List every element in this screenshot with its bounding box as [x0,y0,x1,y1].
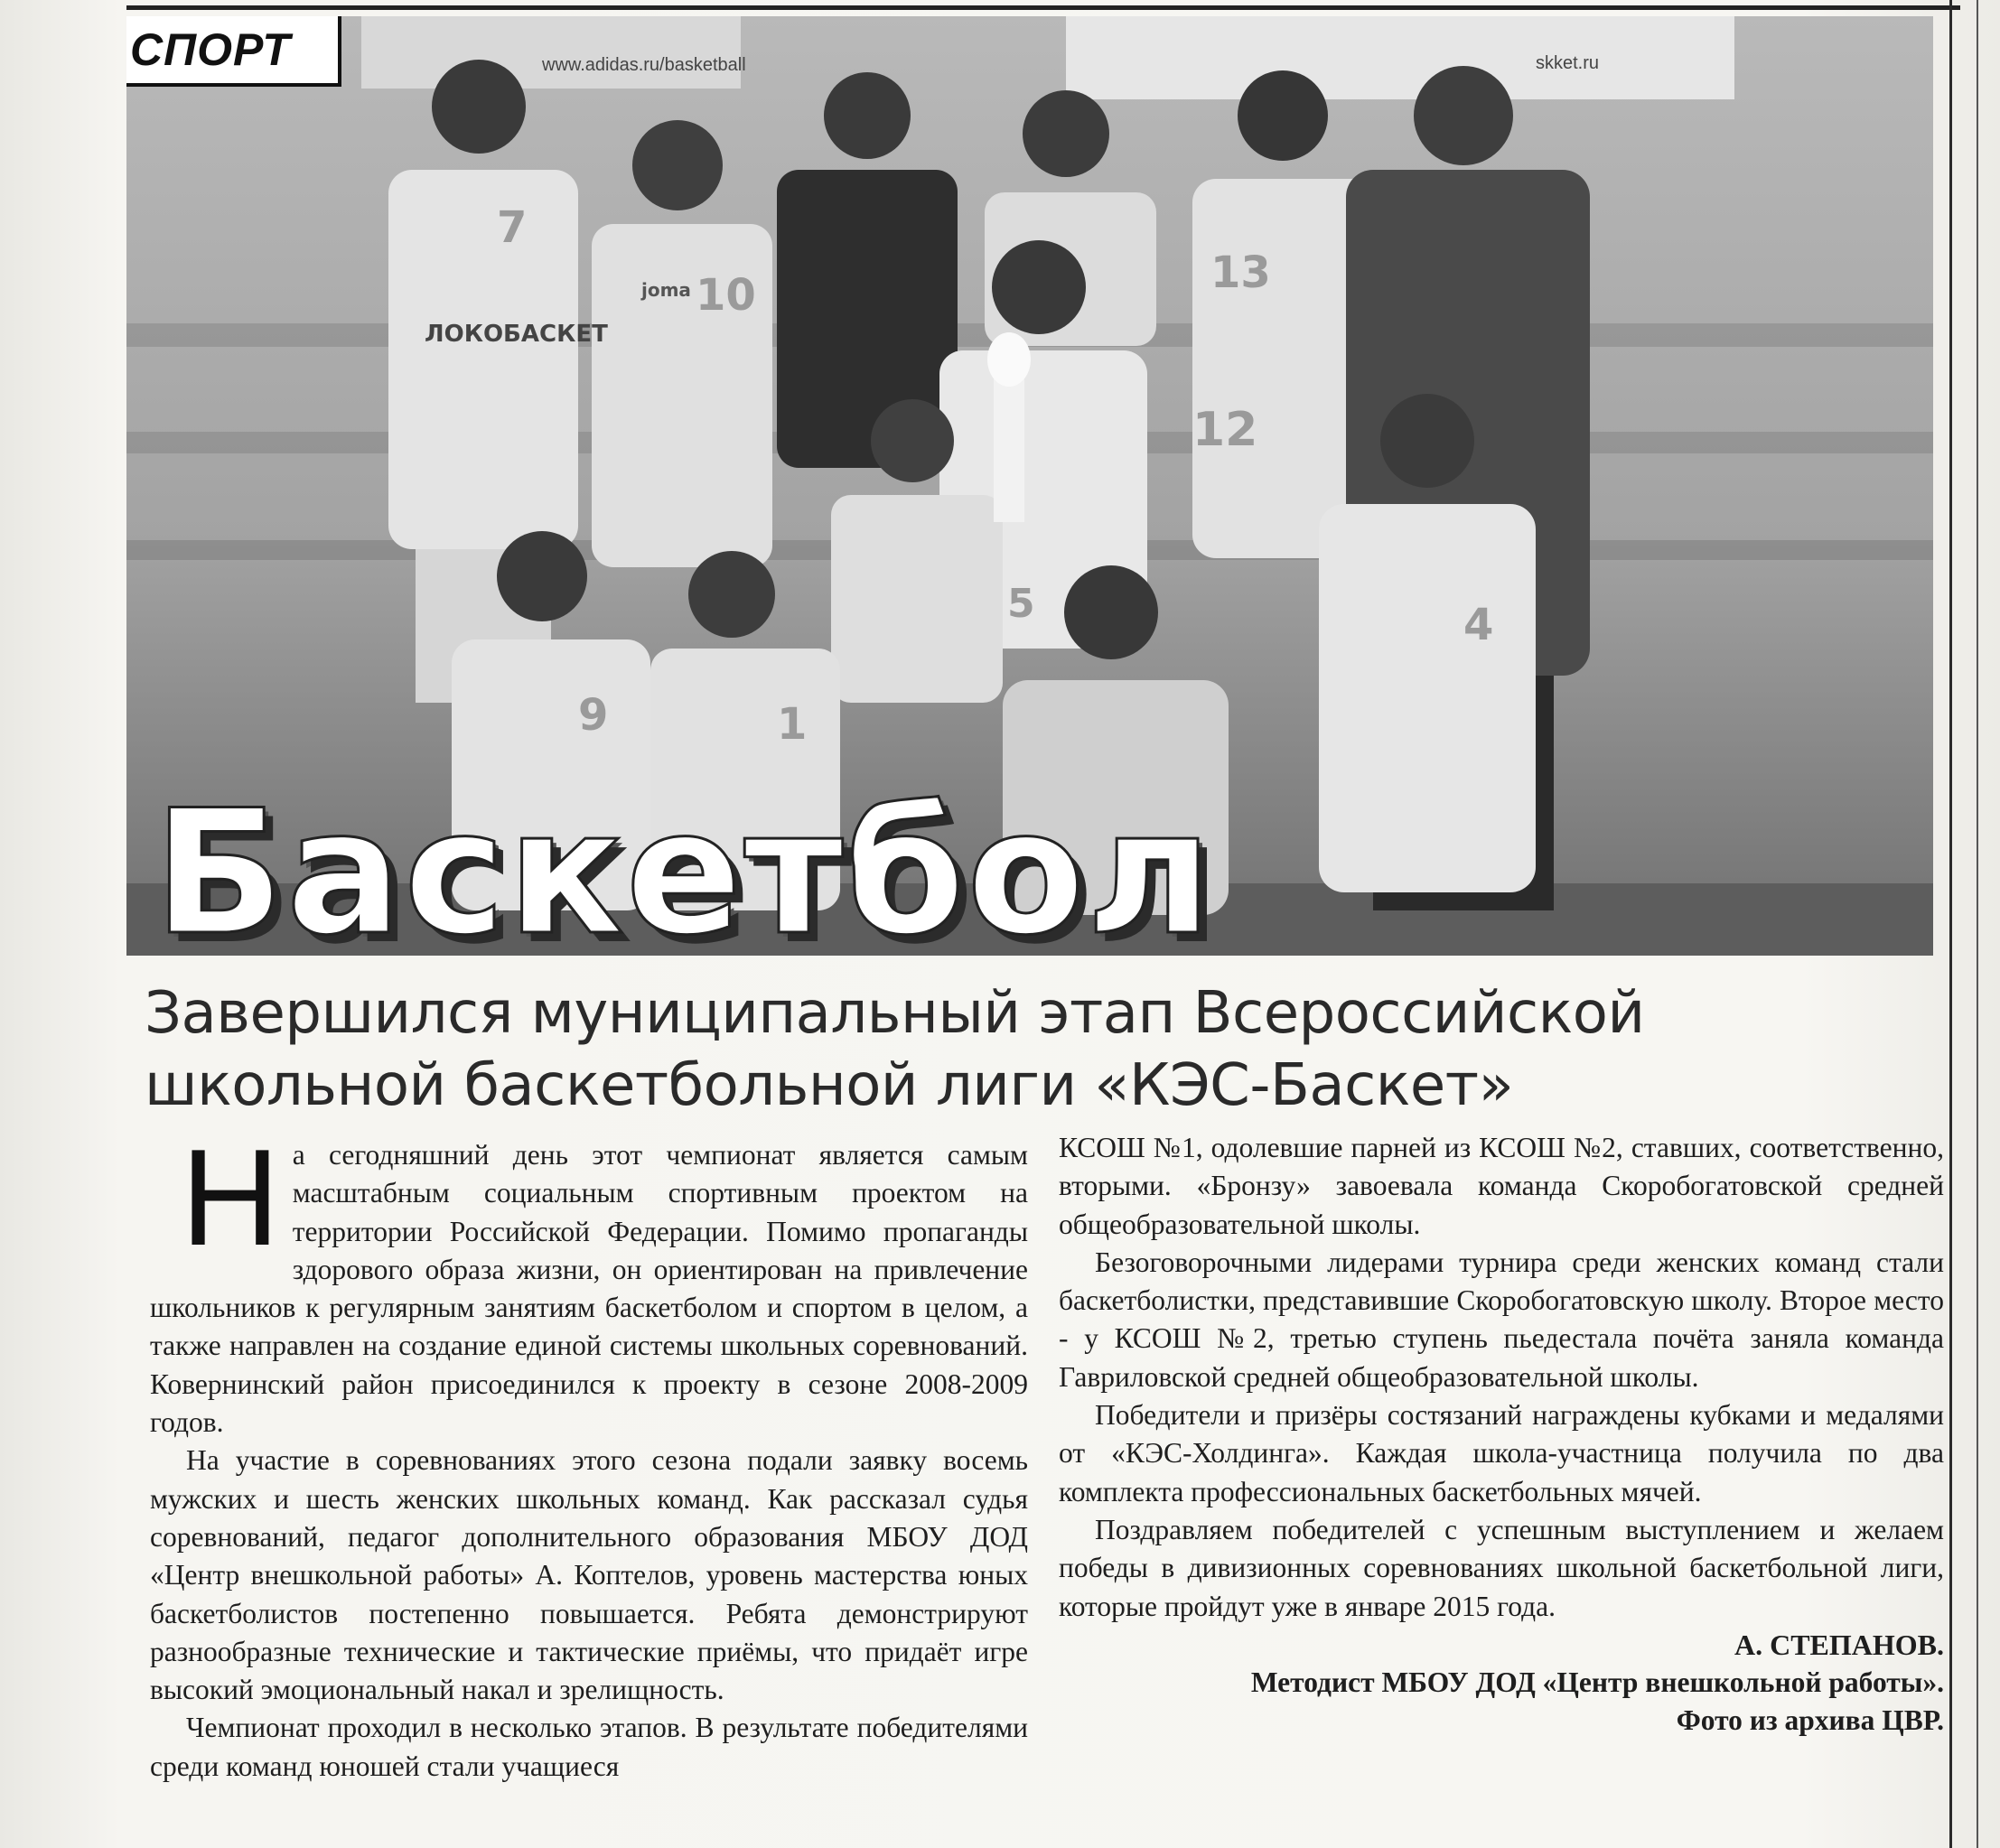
banner-right-text: skket.ru [1536,53,1600,73]
paragraph-2: На участие в соревнованиях этого сезона подали заявку восемь мужских и шесть женских школьных команд. Как рассказал судья соревнований, педагог дополнительного образования МБОУ ДОД «Центр внешкольной работы» А. Коптелов, уровень мастерства юных баскетболистов постепенно повышается. Ребята демонстрируют разнообразные технические и тактические приёмы, что придаёт игре высокий эмоциональный накал и зрелищность. [150,1444,1028,1706]
paragraph-5: Победители и призёры состязаний награждены кубками и медалями от «КЭС-Холдинга». Каждая школа-участница получила по два комплекта профессиональных баскетбольных мячей. [1059,1399,1944,1507]
jersey-number-5: 1 [777,699,808,750]
jersey-number-1: 7 [497,202,528,253]
paragraph-6: Поздравляем победителей с успешным выступлением и желаем победы в дивизионных соревнованиях школьной баскетбольной лиги, которые пройдут уже в январе 2015 года. [1059,1513,1944,1622]
jersey-number-8: 4 [1463,600,1494,650]
jersey-number-6: 5 [1007,581,1035,627]
photo-overlay-title: Баскетбол [154,773,1214,973]
jersey-team-label: ЛОКОБАСКЕТ [425,321,608,348]
paragraph-4: Безоговорочными лидерами турнира среди женских команд стали баскетболистки, представившие Скоробогатовскую школу. Второе место - у КСОШ №2, третью ступень пьедестала почёта заняла команда Гавриловской средней общеобразовательной школы. [1059,1246,1944,1393]
page-edge-rule [1977,0,1978,1848]
jersey-brand-label: joma [641,279,691,301]
trophy [987,332,1031,522]
byline-author: А. СТЕПАНОВ. [1734,1628,1944,1661]
article-column-right [1059,1129,1944,1741]
banner-left-text: www.adidas.ru/basketball [542,55,746,75]
byline-position: Методист МБОУ ДОД «Центр внешкольной работы». [1250,1666,1944,1699]
paragraph-1-text: а сегодняшний день этот чемпионат является самым масштабным социальным спортивным проектом на территории Российской Федерации. Помимо пропаганды здорового образа жизни, он ориентирован на привлечение школьников к регулярным занятиям баскетболом и спортом в целом, а также направлен на создание единой системы школьных соревнований. Ковернинский район присоединился к проекту в сезоне 2008-2009 годов. [150,1139,1028,1439]
jersey-number-3: 13 [1210,247,1271,298]
paragraph-3: Чемпионат проходил в несколько этапов. В результате победителями среди команд юношей стали учащиеся [150,1712,1028,1782]
paragraph-1 [150,1121,1028,1442]
top-rule [126,5,1960,10]
jersey-number-2: 10 [696,270,756,321]
article-headline: Завершился муниципальный этап Всероссийской школьной баскетбольной лиги «КЭС-Баскет» [145,980,1645,1119]
section-label: СПОРТ [126,16,341,87]
paragraph-3-continued: КСОШ №1, одолевшие парней из КСОШ №2, ставших, соответственно, вторыми. «Бронзу» завоевала команда Скоробогатовской средней общеобразовательной школы. [1059,1132,1944,1240]
article-column-left [150,1121,1028,1786]
photo-credit: Фото из архива ЦВР. [1676,1704,1944,1737]
jersey-number-4: 9 [578,690,609,741]
drop-cap: Н [181,1121,280,1274]
jersey-number-7: 12 [1192,403,1258,457]
column-rule [1949,0,1952,1848]
